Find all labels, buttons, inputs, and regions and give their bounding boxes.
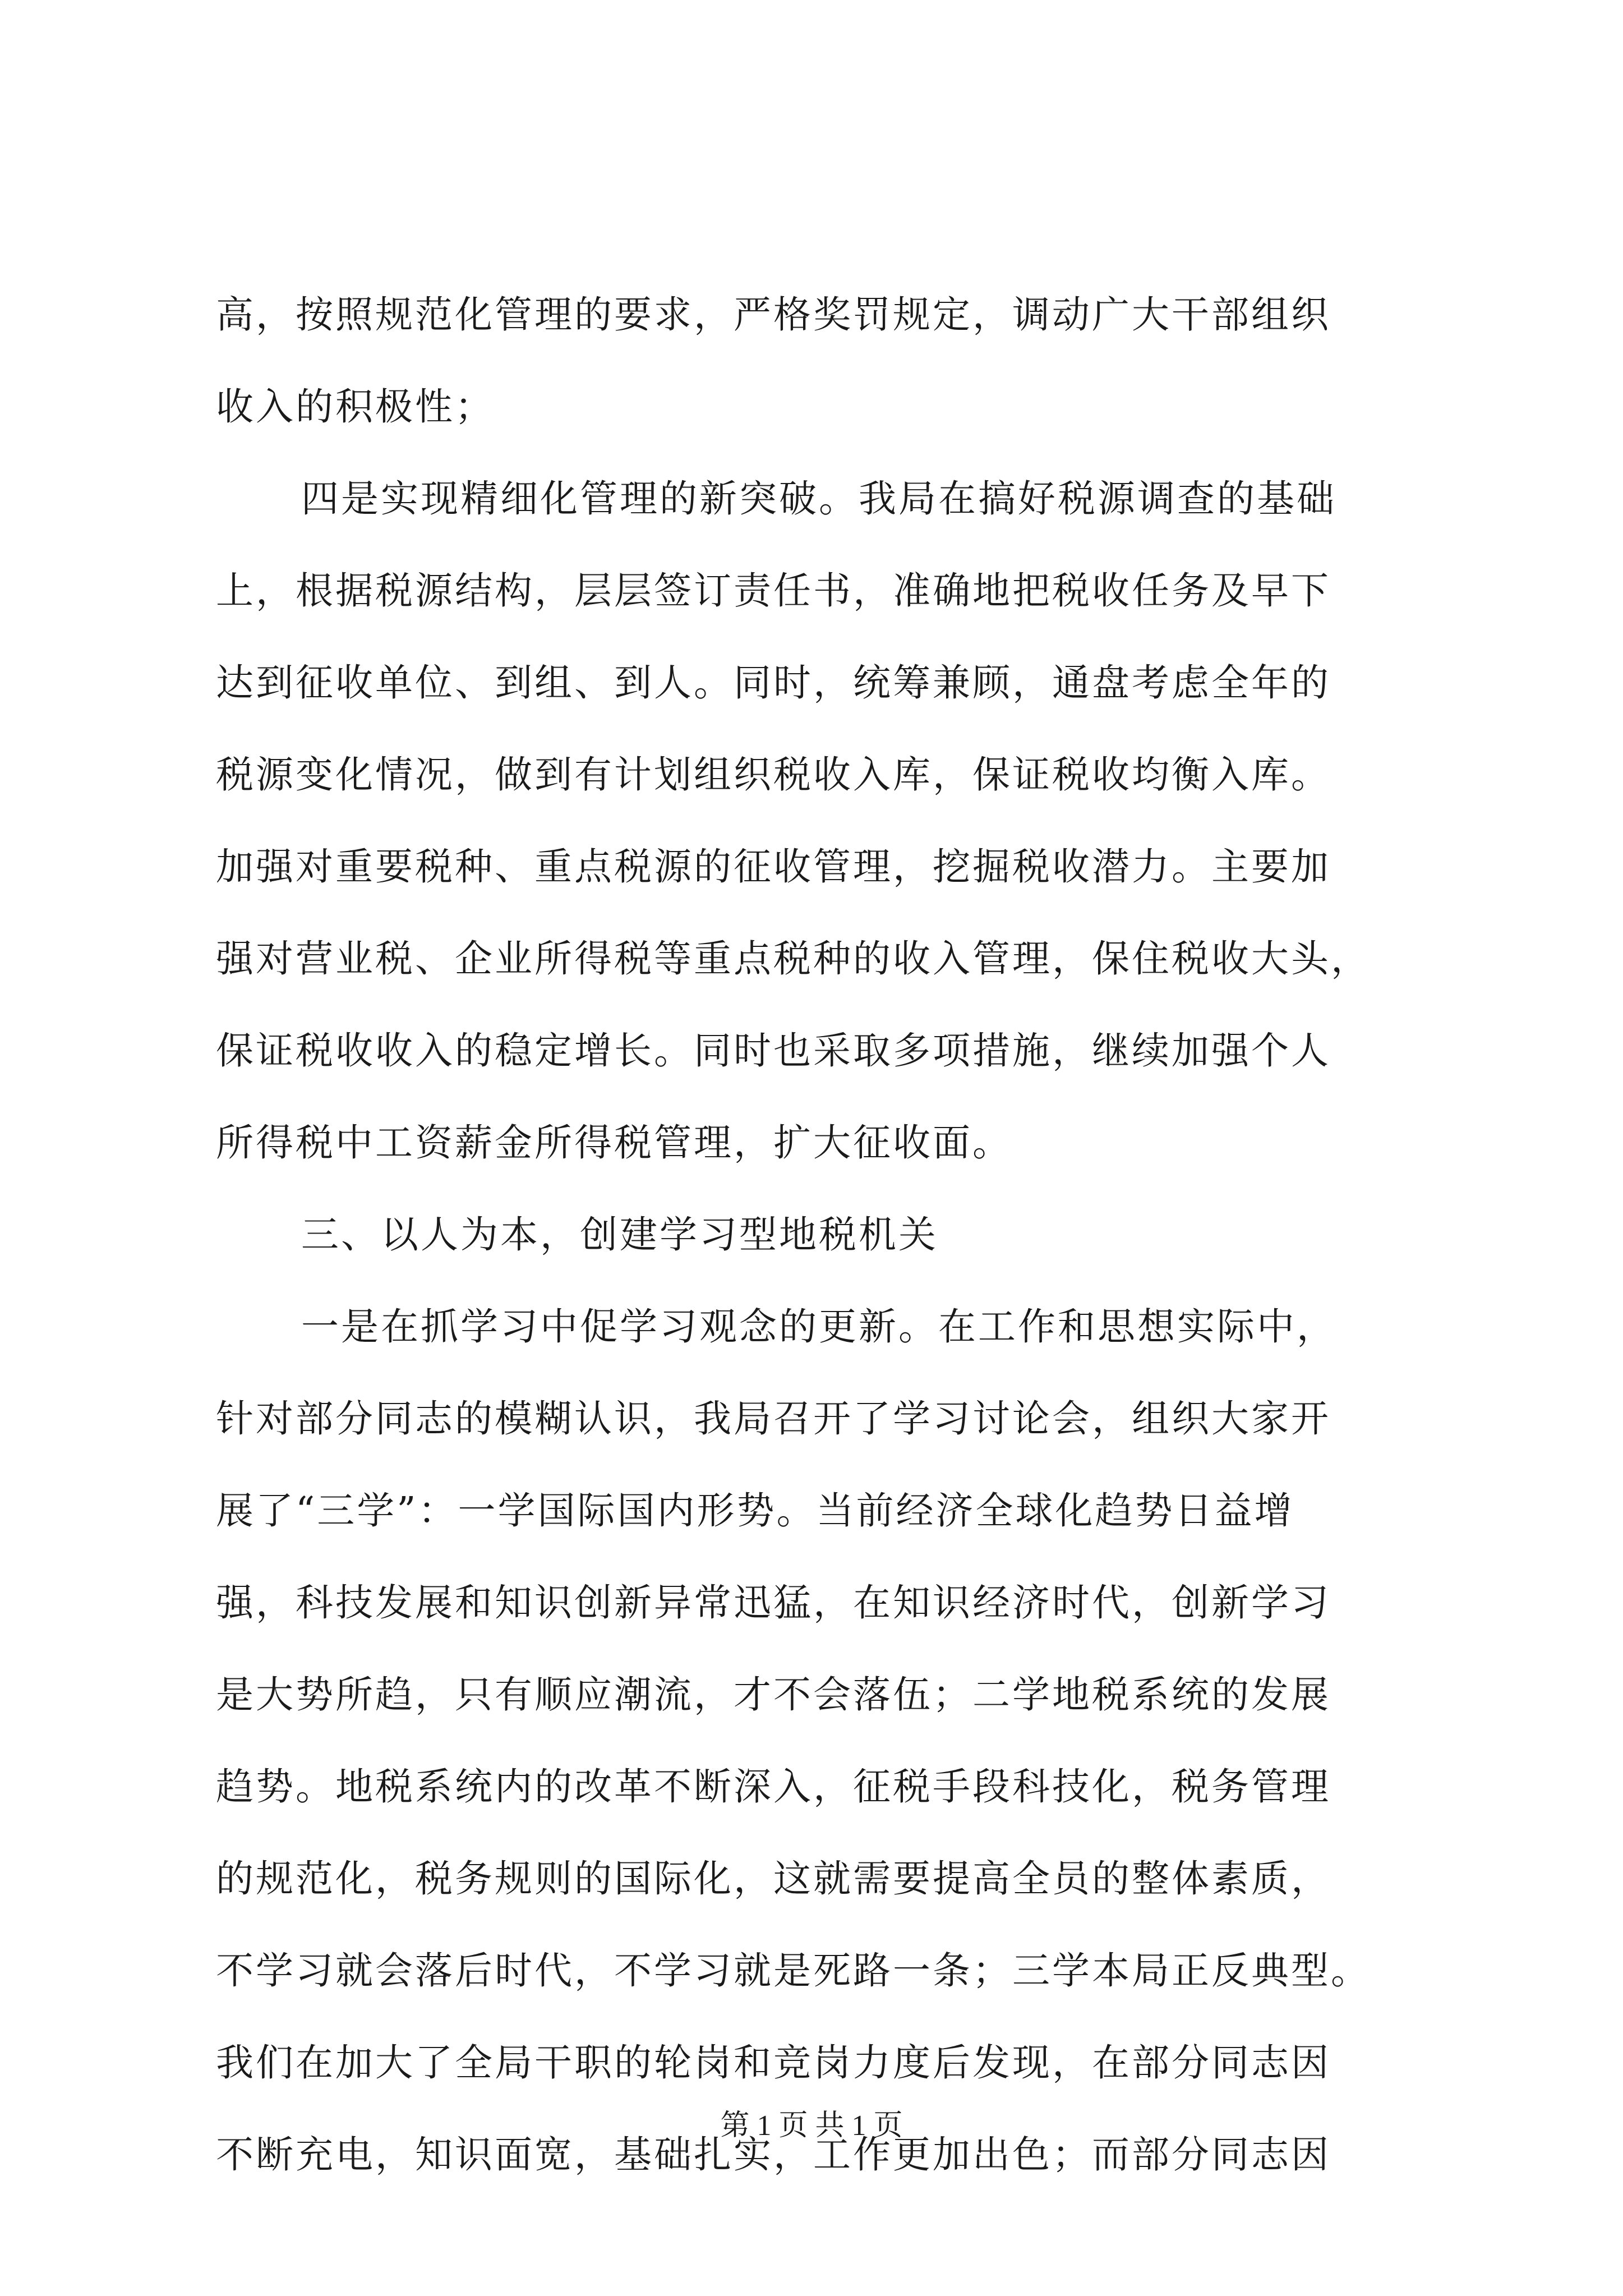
text-line: 四是实现精细化管理的新突破。我局在搞好税源调查的基础: [301, 477, 1336, 521]
text-line: 三、以人为本，创建学习型地税机关: [301, 1213, 938, 1257]
text-line: 强，科技发展和知识创新异常迅猛，在知识经济时代，创新学习: [216, 1581, 1331, 1625]
page-footer: 第 1 页 共 1 页: [720, 2110, 903, 2142]
text-line: 高，按照规范化管理的要求，严格奖罚规定，调动广大干部组织: [216, 293, 1331, 337]
text-line: 我们在加大了全局干职的轮岗和竞岗力度后发现，在部分同志因: [216, 2041, 1331, 2085]
text-line: 不学习就会落后时代，不学习就是死路一条；三学本局正反典型。: [216, 1949, 1371, 1993]
text-line: 展了“三学”：一学国际国内形势。当前经济全球化趋势日益增: [216, 1489, 1294, 1533]
text-line: 保证税收收入的稳定增长。同时也采取多项措施，继续加强个人: [216, 1029, 1331, 1073]
text-line: 强对营业税、企业所得税等重点税种的收入管理，保住税收大头，: [216, 937, 1371, 981]
text-line: 的规范化，税务规则的国际化，这就需要提高全员的整体素质，: [216, 1857, 1331, 1901]
text-line: 是大势所趋，只有顺应潮流，才不会落伍；二学地税系统的发展: [216, 1673, 1331, 1717]
text-line: 趋势。地税系统内的改革不断深入，征税手段科技化，税务管理: [216, 1765, 1331, 1809]
text-line: 税源变化情况，做到有计划组织税收入库，保证税收均衡入库。: [216, 753, 1331, 797]
text-line: 上，根据税源结构，层层签订责任书，准确地把税收任务及早下: [216, 569, 1331, 613]
text-line: 加强对重要税种、重点税源的征收管理，挖掘税收潜力。主要加: [216, 845, 1331, 889]
text-line: 针对部分同志的模糊认识，我局召开了学习讨论会，组织大家开: [216, 1397, 1331, 1441]
text-line: 收入的积极性；: [216, 385, 495, 429]
text-line: 所得税中工资薪金所得税管理，扩大征收面。: [216, 1121, 1012, 1165]
text-line: 不断充电，知识面宽，基础扎实，工作更加出色；而部分同志因: [216, 2133, 1331, 2177]
text-line: 达到征收单位、到组、到人。同时，统筹兼顾，通盘考虑全年的: [216, 661, 1331, 705]
document-body: [216, 292, 1399, 2224]
text-line: 一是在抓学习中促学习观念的更新。在工作和思想实际中，: [301, 1305, 1336, 1349]
